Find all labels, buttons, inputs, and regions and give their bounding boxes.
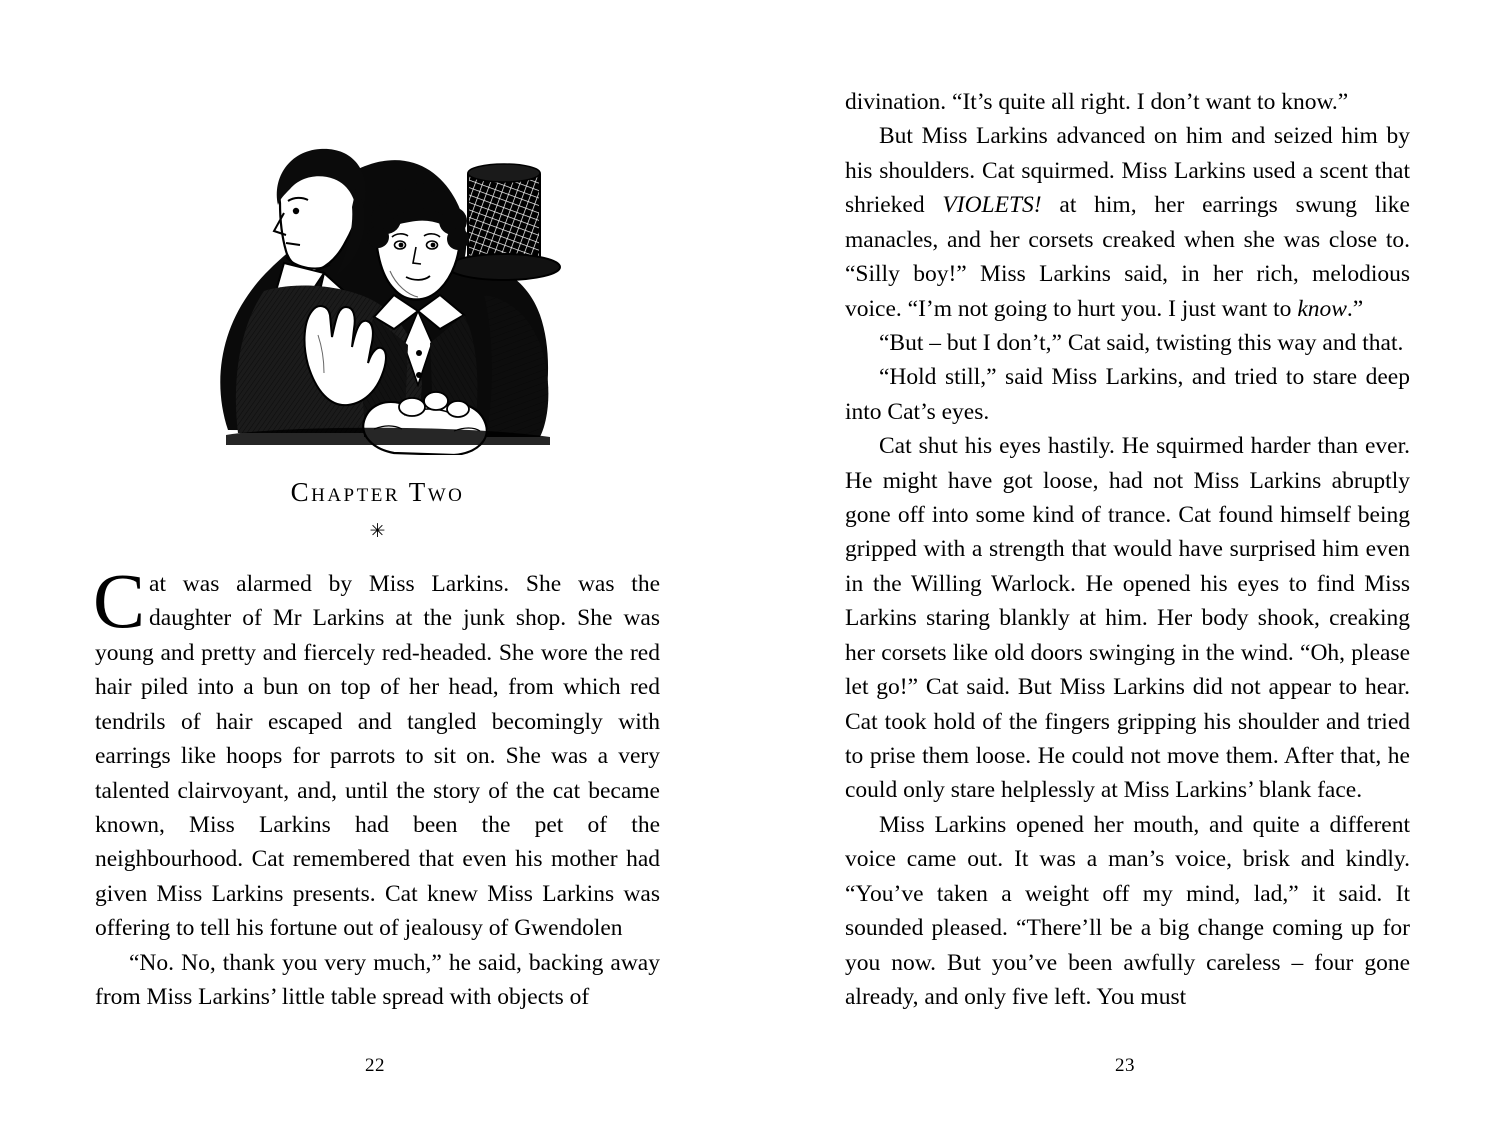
italic-emphasis-violets: VIOLETS! [942,192,1042,219]
paragraph-segment: But Miss Larkins advanced on him and seized him by his shoulders. Cat squirmed. Miss Larkins used a scent that shrieked [845,123,1410,219]
paragraph-with-dropcap [93,557,660,946]
right-page [750,0,1500,1137]
paragraph: “But – but I don’t,” Cat said, twisting this way and that. [879,329,1404,356]
paragraph-segment: at him, her earrings swung like manacles, and her corsets creaked when she was close to. “Silly boy!” Miss Larkins said, in her rich, melodious voice. “I’m not going to hurt you. I just want to [845,192,1410,322]
paragraph: “No. No, thank you very much,” he said, backing away from Miss Larkins’ little table spread with objects of [95,949,660,1011]
chapter-title: Chapter Two [290,477,465,507]
chapter-ornament-icon: ✳ [369,521,386,542]
paragraph-text: at was alarmed by Miss Larkins. She was the daughter of Mr Larkins at the junk shop. She was young and pretty and fiercely red-headed. She wore the red hair piled into a bun on top of her head, from which red tendrils of hair escaped and tangled becomingly with earrings like hoops for parrots to sit on. She was a very talented clairvoyant, and, until the story of the cat became known, Miss Larkins had been the pet of the neighbourhood. Cat remembered that even his mother had given Miss Larkins presents. Cat knew Miss Larkins was offering to tell his fortune out of jealousy of Gwendolen [95,571,660,942]
paragraph: divination. “It’s quite all right. I don’t want to know.” [845,89,1349,115]
drop-cap: C [93,557,146,644]
page-number-right: 23 [1115,1055,1135,1076]
left-page-body [93,557,660,1014]
paragraph-segment: .” [1346,295,1364,322]
paragraph-with-italics [845,119,1410,326]
italic-emphasis-know: know [1297,295,1347,322]
paragraph: Miss Larkins opened her mouth, and quite a different voice came out. It was a man’s voice, brisk and kindly. “You’ve taken a weight off my mind, lad,” it said. It sounded pleased. “There’ll be a big change coming up for you now. But you’ve been awfully careless – four gone already, and only five left. You must [845,811,1410,1010]
paragraph: “Hold still,” said Miss Larkins, and tried to stare deep into Cat’s eyes. [845,364,1410,425]
right-page-body [845,85,1410,1014]
paragraph: Cat shut his eyes hastily. He squirmed harder than ever. He might have got loose, had not Miss Larkins abruptly gone off into some kind of trance. Cat found himself being gripped with a strength that would have surprised him even in the Willing Warlock. He opened his eyes to find Miss Larkins staring blankly at him. Her body shook, creaking her corsets like old doors swinging in the wind. “Oh, please let go!” Cat said. But Miss Larkins did not appear to hear. Cat took hold of the fingers gripping his shoulder and tried to prise them loose. He could not move them. After that, he could only stare helplessly at Miss Larkins’ blank face. [845,433,1410,804]
chapter-two-illustration [168,85,588,455]
page-number-left: 22 [365,1055,385,1076]
